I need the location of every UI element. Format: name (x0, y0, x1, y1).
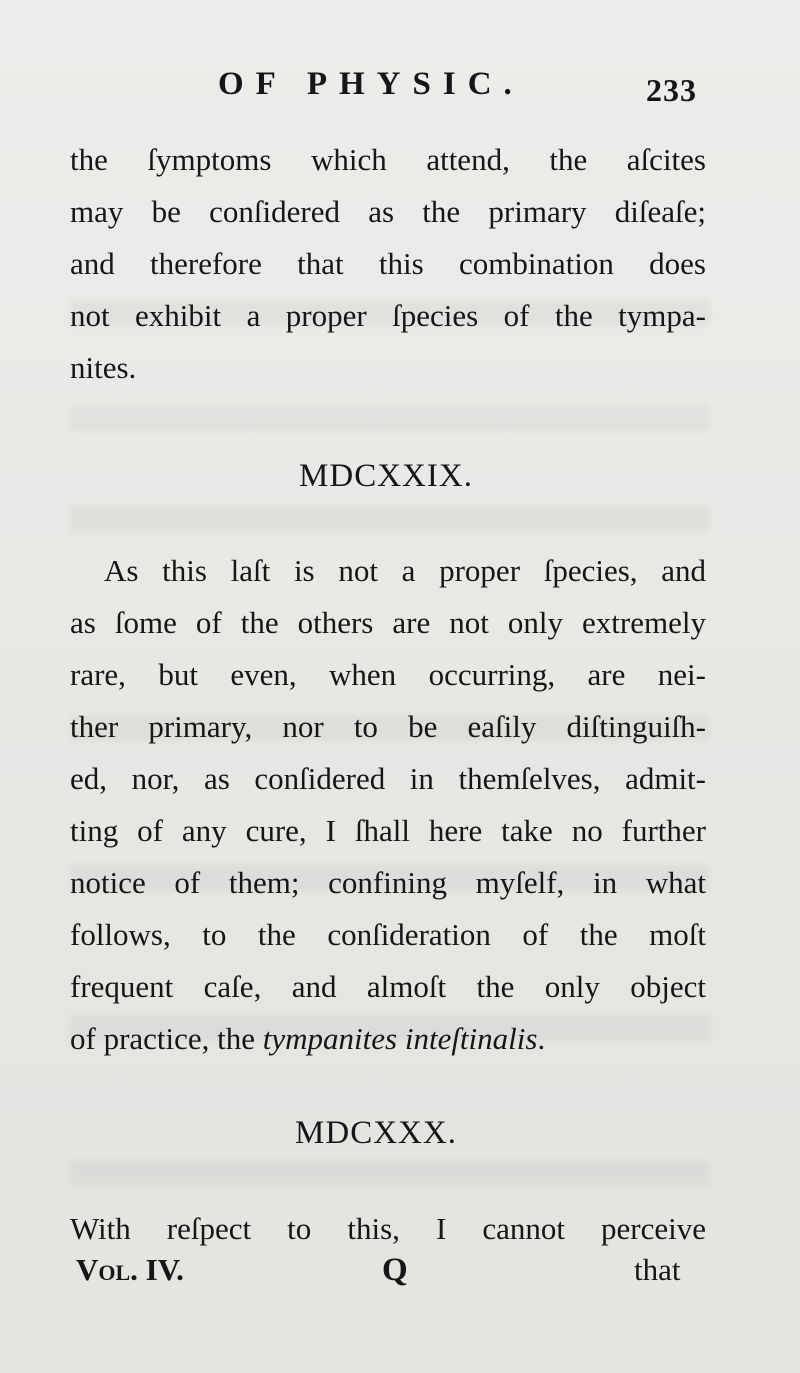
text-line: and therefore that this combination does (70, 246, 706, 281)
section-paragraph-mdcxxx (70, 1203, 706, 1255)
text-line: notice of them; confining myſelf, in what (70, 865, 706, 900)
page-number: 233 (646, 72, 697, 108)
text-line: rare, but even, when occurring, are nei- (70, 657, 706, 692)
volume-signature: Vol. IV. (76, 1252, 184, 1287)
bleed-through-shadow (70, 1160, 710, 1186)
text-line (70, 1013, 706, 1065)
bleed-through-shadow (70, 505, 710, 531)
text-line: As this laſt is not a proper ſpecies, and (104, 553, 706, 588)
section-heading-mdcxxx: MDCXXX. (295, 1115, 457, 1151)
text-line: ther primary, nor to be eaſily diſtinguiſh- (70, 709, 706, 744)
catchword: that (634, 1252, 681, 1287)
text-line: ting of any cure, I ſhall here take no further (70, 813, 706, 848)
text-line: frequent caſe, and almoſt the only object (70, 969, 706, 1004)
text-fragment: of practice, the (70, 1021, 263, 1056)
text-line: With reſpect to this, I cannot perceive (70, 1211, 706, 1246)
text-line: nites. (70, 350, 137, 385)
text-line: not exhibit a proper ſpecies of the tympa- (70, 298, 706, 333)
text-line: as ſome of the others are not only extremely (70, 605, 706, 640)
text-line: follows, to the conſideration of the moſt (70, 917, 706, 952)
text-line: the ſymptoms which attend, the aſcites (70, 142, 706, 177)
signature-mark: Q (382, 1252, 408, 1288)
italic-term: tympanites inteſtinalis (262, 1021, 538, 1056)
continuation-paragraph (70, 134, 706, 394)
page-header (0, 66, 800, 116)
text-line: may be conſidered as the primary diſeaſe; (70, 194, 706, 229)
bleed-through-shadow (70, 405, 710, 431)
section-heading-mdcxxix: MDCXXIX. (299, 458, 473, 494)
section-paragraph-mdcxxix (70, 545, 706, 1065)
text-line: ed, nor, as conſidered in themſelves, admit- (70, 761, 706, 796)
page-footer (0, 1252, 800, 1302)
text-fragment: . (537, 1021, 546, 1056)
running-title: OF PHYSIC. (218, 66, 524, 102)
